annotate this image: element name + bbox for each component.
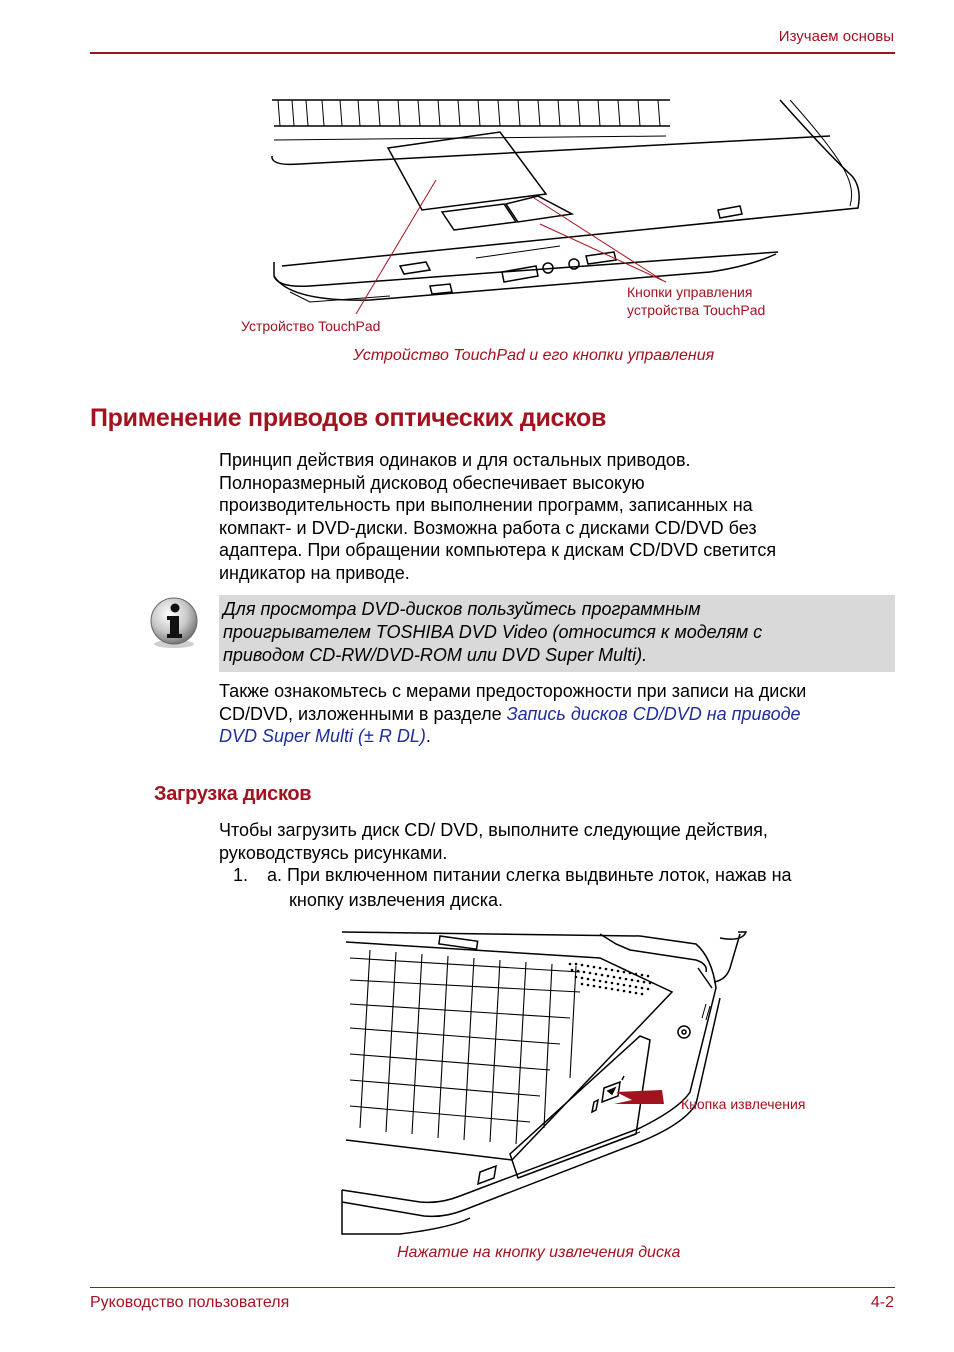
info-icon bbox=[148, 596, 200, 650]
paragraph-line: Полноразмерный дисковод обеспечивает высокую bbox=[219, 472, 645, 493]
also-line-suffix: . bbox=[425, 726, 431, 746]
page-number: 4-2 bbox=[870, 1294, 894, 1311]
paragraph-line: компакт- и DVD-диски. Возможна работа с дисками CD/DVD без bbox=[219, 517, 757, 538]
paragraph-line: индикатор на приводе. bbox=[219, 562, 410, 583]
subsection-title: Загрузка дисков bbox=[154, 783, 312, 805]
also-line-text: CD/DVD, изложенными в разделе bbox=[219, 703, 507, 724]
also-line bbox=[219, 725, 806, 748]
note-text bbox=[223, 598, 883, 667]
note-line: приводом CD-RW/DVD-ROM или DVD Super Multi). bbox=[223, 645, 648, 665]
step-number: 1. bbox=[233, 865, 249, 885]
intro-line: Чтобы загрузить диск CD/ DVD, выполните следующие действия, bbox=[219, 820, 768, 840]
note-line: Для просмотра DVD-дисков пользуйтесь программным bbox=[223, 599, 701, 619]
touchpad-illustration bbox=[270, 96, 870, 316]
touchpad-buttons-label-line2: устройства TouchPad bbox=[627, 302, 766, 318]
paragraph-line: адаптера. При обращении компьютера к дискам CD/DVD светится bbox=[219, 540, 777, 560]
step-line1: a. При включенном питании слегка выдвиньте лоток, нажав на bbox=[267, 865, 792, 885]
note-line: проигрывателем TOSHIBA DVD Video (относится к моделям с bbox=[223, 622, 763, 642]
also-line bbox=[219, 703, 806, 726]
cross-reference-link[interactable]: Запись дисков CD/DVD на приводе bbox=[506, 703, 801, 724]
section-paragraph bbox=[219, 449, 776, 584]
touchpad-label: Устройство TouchPad bbox=[241, 318, 381, 334]
cross-reference-link-cont[interactable]: DVD Super Multi (± R DL) bbox=[219, 726, 426, 746]
section-title: Применение приводов оптических дисков bbox=[90, 404, 607, 432]
footer-title: Руководство пользователя bbox=[90, 1294, 290, 1311]
eject-label: Кнопка извлечения bbox=[681, 1096, 806, 1112]
paragraph-line: Принцип действия одинаков и для остальных приводов. bbox=[219, 450, 691, 470]
header-rule bbox=[90, 52, 895, 54]
figure1-caption: Устройство TouchPad и его кнопки управления bbox=[353, 347, 715, 364]
touchpad-buttons-label-line1: Кнопки управления bbox=[627, 284, 753, 300]
paragraph-line: производительность при выполнении программ, записанных на bbox=[219, 495, 753, 515]
step-line2: кнопку извлечения диска. bbox=[289, 890, 503, 910]
footer-rule bbox=[90, 1287, 895, 1288]
subsection-intro bbox=[219, 819, 768, 864]
intro-line: руководствуясь рисунками. bbox=[219, 842, 448, 863]
also-line: Также ознакомьтесь с мерами предосторожности при записи на диски bbox=[219, 681, 807, 701]
figure2-caption: Нажатие на кнопку извлечения диска bbox=[397, 1244, 681, 1261]
eject-illustration bbox=[340, 928, 760, 1240]
also-paragraph bbox=[219, 680, 806, 748]
running-header: Изучаем основы bbox=[778, 28, 894, 45]
